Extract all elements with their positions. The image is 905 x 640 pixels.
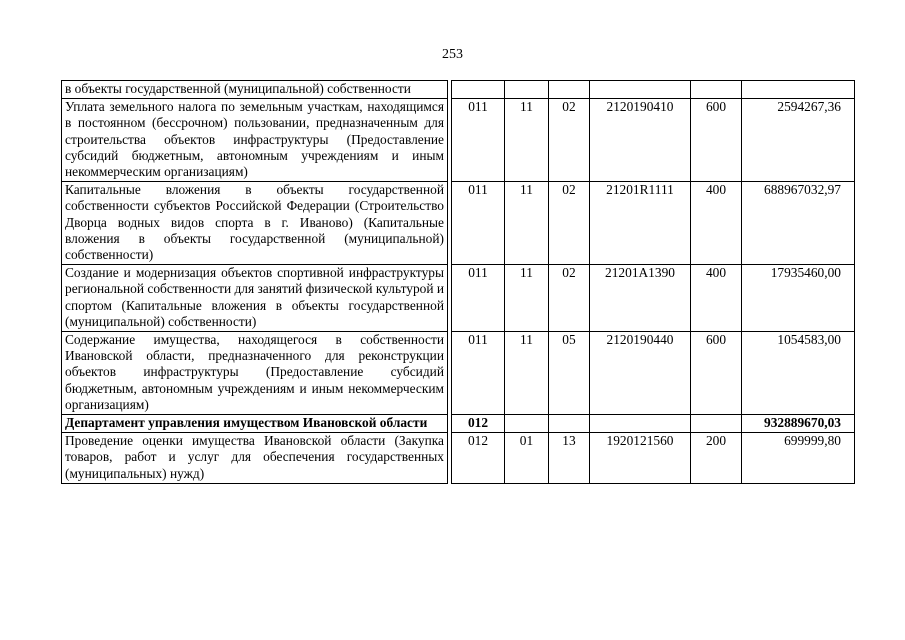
table-row — [62, 99, 855, 182]
row-subsection-code: 02 — [549, 99, 590, 182]
table-row-department — [62, 415, 855, 433]
row-expense-type-code — [691, 81, 742, 99]
row-target-code: 21201R1111 — [590, 182, 691, 265]
row-amount: 688967032,97 — [742, 182, 855, 265]
row-section-code — [505, 81, 549, 99]
row-description: Департамент управления имуществом Ивановской области — [62, 415, 448, 433]
budget-table — [61, 80, 855, 484]
page-number: 253 — [442, 47, 463, 62]
row-subsection-code: 02 — [549, 265, 590, 332]
row-subsection-code: 02 — [549, 182, 590, 265]
row-target-code — [590, 415, 691, 433]
row-subsection-code: 13 — [549, 433, 590, 484]
row-description: Уплата земельного налога по земельным участкам, находящимся в постоянном (бессрочном) пользовании, предназначенным для строительства объектов инфраструктуры (Предоставление субсидий бюджетным, автономным учреждениям и иным некоммерческим организациям) — [62, 99, 448, 182]
row-target-code: 21201A1390 — [590, 265, 691, 332]
row-expense-type-code: 400 — [691, 265, 742, 332]
budget-table-body — [62, 81, 855, 484]
row-subsection-code: 05 — [549, 332, 590, 415]
row-amount — [742, 81, 855, 99]
row-expense-type-code: 600 — [691, 332, 742, 415]
row-section-code: 11 — [505, 182, 549, 265]
row-description: в объекты государственной (муниципальной) собственности — [62, 81, 448, 99]
row-expense-type-code: 200 — [691, 433, 742, 484]
row-target-code: 2120190440 — [590, 332, 691, 415]
row-ministry-code: 011 — [452, 265, 505, 332]
table-row — [62, 433, 855, 484]
row-description: Капитальные вложения в объекты государственной собственности субъектов Российской Федерации (Строительство Дворца водных видов спорта в г. Иваново) (Капитальные вложения в объекты государственной (муниципальной) собственности) — [62, 182, 448, 265]
row-section-code — [505, 415, 549, 433]
row-description: Проведение оценки имущества Ивановской области (Закупка товаров, работ и услуг для обеспечения государственных (муниципальных) нужд) — [62, 433, 448, 484]
table-row — [62, 265, 855, 332]
row-ministry-code: 011 — [452, 99, 505, 182]
row-ministry-code — [452, 81, 505, 99]
row-target-code: 2120190410 — [590, 99, 691, 182]
row-amount: 17935460,00 — [742, 265, 855, 332]
row-ministry-code: 012 — [452, 433, 505, 484]
row-target-code: 1920121560 — [590, 433, 691, 484]
row-section-code: 11 — [505, 99, 549, 182]
row-subsection-code — [549, 81, 590, 99]
row-description: Создание и модернизация объектов спортивной инфраструктуры региональной собственности для занятий физической культурой и спортом (Капитальные вложения в объекты государственной (муниципальной) собственности) — [62, 265, 448, 332]
row-expense-type-code: 400 — [691, 182, 742, 265]
row-section-code: 11 — [505, 265, 549, 332]
row-ministry-code: 012 — [452, 415, 505, 433]
row-ministry-code: 011 — [452, 332, 505, 415]
row-amount: 1054583,00 — [742, 332, 855, 415]
row-section-code: 11 — [505, 332, 549, 415]
table-row — [62, 332, 855, 415]
row-amount: 699999,80 — [742, 433, 855, 484]
table-row — [62, 81, 855, 99]
row-target-code — [590, 81, 691, 99]
row-description: Содержание имущества, находящегося в собственности Ивановской области, предназначенного для реконструкции объектов инфраструктуры (Предоставление субсидий бюджетным, автономным учреждениям и иным некоммерческим организациям) — [62, 332, 448, 415]
row-expense-type-code — [691, 415, 742, 433]
row-amount: 2594267,36 — [742, 99, 855, 182]
row-amount: 932889670,03 — [742, 415, 855, 433]
row-expense-type-code: 600 — [691, 99, 742, 182]
row-ministry-code: 011 — [452, 182, 505, 265]
table-row — [62, 182, 855, 265]
row-section-code: 01 — [505, 433, 549, 484]
row-subsection-code — [549, 415, 590, 433]
